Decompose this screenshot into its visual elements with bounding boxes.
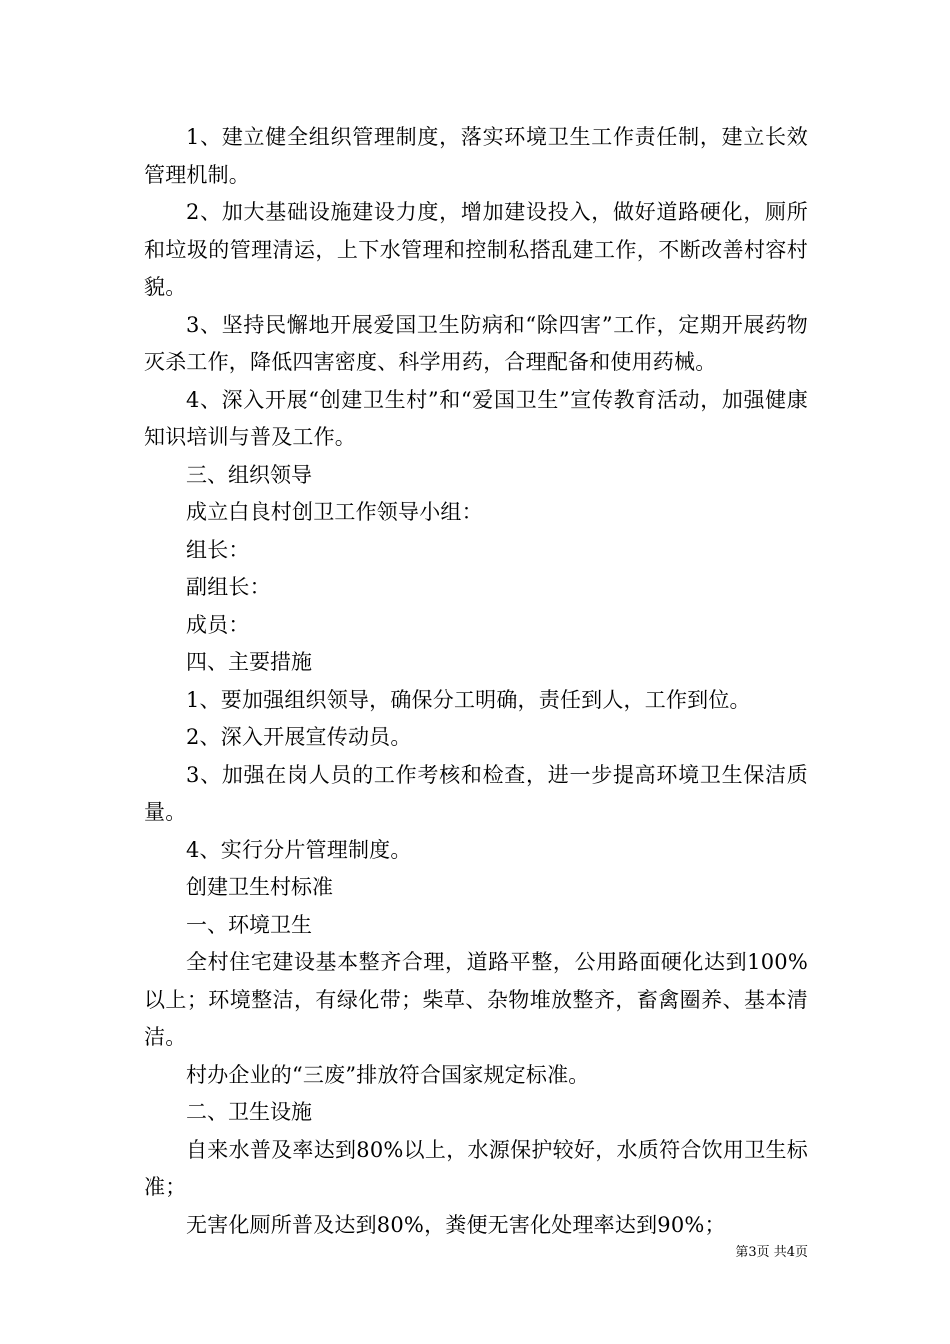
section-heading-measures: 四、主要措施 <box>186 650 312 674</box>
enterprise-waste-text: 村办企业的“三废”排放符合国家规定标准。 <box>186 1062 590 1087</box>
paragraph-item-3: 3、坚持民懈地开展爱国卫生防病和“除四害”工作，定期开展药物灭杀工作，降低四害密度、科学用药，合理配备和使用药械。 <box>144 312 808 374</box>
standards-title: 创建卫生村标准 <box>186 875 333 899</box>
paragraph-item-4: 4、深入开展“创建卫生村”和“爱国卫生”宣传教育活动，加强健康知识培训与普及工作。 <box>144 387 808 449</box>
toilet-standard-text: 无害化厕所普及达到80%，粪便无害化处理率达到90%； <box>186 1212 726 1237</box>
section-heading-environment: 一、环境卫生 <box>186 912 312 937</box>
paragraph-group-leader: 组长： <box>186 537 250 562</box>
section-heading-facilities: 二、卫生设施 <box>186 1100 312 1124</box>
measure-item-3: 3、加强在岗人员的工作考核和检查，进一步提高环境卫生保洁质量。 <box>144 762 808 824</box>
measure-item-4: 4、实行分片管理制度。 <box>186 837 412 862</box>
measure-item-1: 1、要加强组织领导，确保分工明确，责任到人，工作到位。 <box>186 687 751 712</box>
document-body <box>144 119 808 1244</box>
measure-item-2: 2、深入开展宣传动员。 <box>186 725 412 749</box>
paragraph-leadership-group: 成立白良村创卫工作领导小组： <box>186 500 483 524</box>
paragraph-deputy-leader: 副组长： <box>186 575 271 599</box>
paragraph-item-2: 2、加大基础设施建设力度，增加建设投入，做好道路硬化，厕所和垃圾的管理清运，上下水管理和控制私搭乱建工作，不断改善村容村貌。 <box>144 200 808 299</box>
section-heading-organization: 三、组织领导 <box>186 462 312 487</box>
water-supply-text: 自来水普及率达到80%以上，水源保护较好，水质符合饮用卫生标准； <box>144 1137 808 1199</box>
environment-standard-text: 全村住宅建设基本整齐合理，道路平整，公用路面硬化达到100%以上；环境整洁，有绿化带；柴草、杂物堆放整齐，畜禽圈养、基本清洁。 <box>144 950 808 1049</box>
paragraph-members: 成员： <box>186 612 250 637</box>
paragraph-item-1: 1、建立健全组织管理制度，落实环境卫生工作责任制，建立长效管理机制。 <box>144 125 808 187</box>
page-number: 第3页 共4页 <box>735 1245 808 1260</box>
